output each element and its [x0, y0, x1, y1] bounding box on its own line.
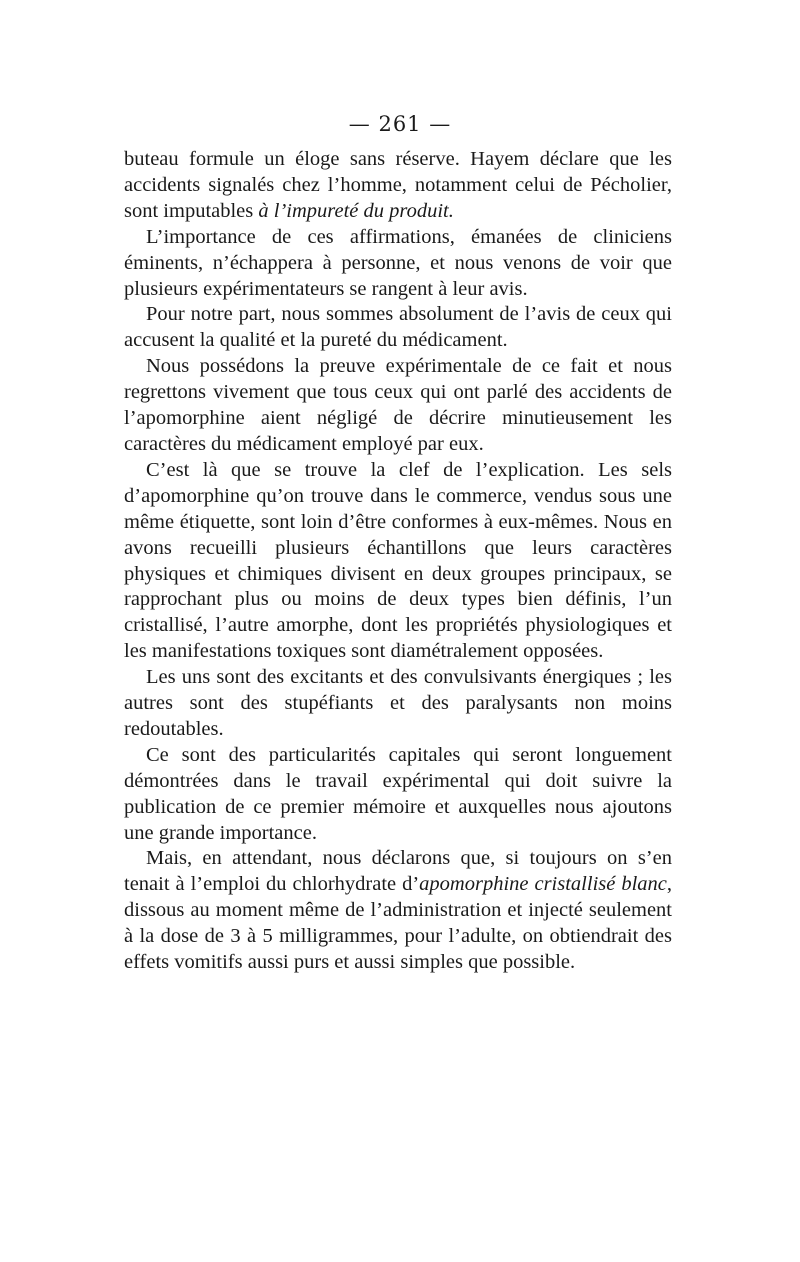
body-text [124, 147, 672, 976]
paragraph-text: C’est là que se trouve la clef de l’explication. Les sels d’apomorphine qu’on trouve dans le commerce, vendus sous une même étiquette, sont loin d’être conformes à eux-mêmes. Nous en avons recueilli plusieurs échantillons que leurs caractères physiques et chimiques divisent en deux groupes principaux, se rapprochant plus ou moins de deux types bien définis, l’un cristallisé, l’autre amorphe, dont les propriétés physiologiques et les manifestations toxiques sont diamétralement opposées. [124, 458, 672, 663]
paragraph-text: , dissous au moment même de l’administration et injecté seulement à la dose de 3 à 5 milligrammes, pour l’adulte, on obtiendrait des effets vomitifs aussi purs et aussi simples que possible. [124, 873, 672, 974]
paragraph-text: buteau formule un éloge sans réserve. Hayem déclare que les accidents signalés chez l’homme, notamment celui de Pécholier, sont imputables [124, 148, 672, 222]
page-number: — 261 — [348, 112, 452, 136]
paragraph [124, 743, 672, 847]
paragraph [124, 458, 672, 665]
paragraph [124, 225, 672, 303]
paragraph [124, 302, 672, 354]
paragraph [124, 665, 672, 743]
paragraph [124, 354, 672, 458]
paragraph-text: Mais, en attendant, nous déclarons que, si toujours on s’en tenait à l’emploi du chlorhydrate d’ [124, 847, 672, 896]
paragraph-text: Nous possédons la preuve expérimentale de ce fait et nous regrettons vivement que tous ceux qui ont parlé des accidents de l’apomorphine aient négligé de décrire minutieusement les caractères du médicament employé par eux. [124, 355, 672, 455]
paragraph [124, 147, 672, 225]
paragraph-text: Les uns sont des excitants et des convulsivants énergiques ; les autres sont des stupéfiants et des paralysants non moins redoutables. [124, 666, 672, 740]
paragraph-text-italic: à l’impureté du produit. [258, 199, 454, 222]
paragraph [124, 846, 672, 976]
paragraph-text: Ce sont des particularités capitales qui seront longuement démontrées dans le travail expérimental qui doit suivre la publication de ce premier mémoire et auxquelles nous ajoutons une grande importance. [124, 743, 672, 844]
paragraph-text-italic: apomorphine cristallisé blanc [419, 873, 667, 896]
paragraph-text: Pour notre part, nous sommes absolument de l’avis de ceux qui accusent la qualité et la pureté du médicament. [124, 303, 672, 352]
paragraph-text: L’importance de ces affirmations, émanées de cliniciens éminents, n’échappera à personne, et nous venons de voir que plusieurs expérimentateurs se rangent à leur avis. [124, 225, 672, 300]
